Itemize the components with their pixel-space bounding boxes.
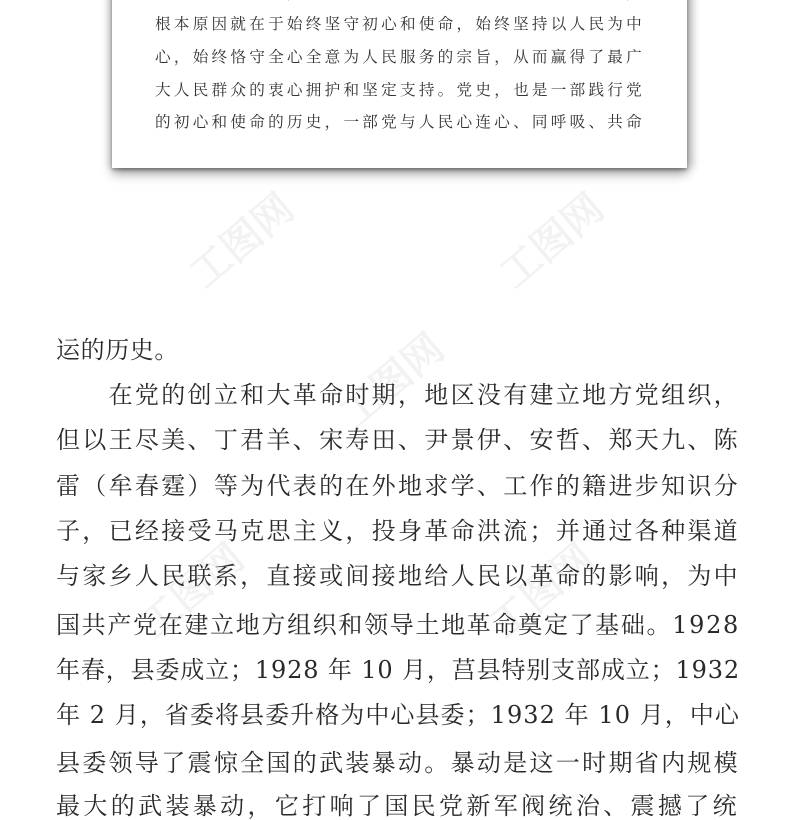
body-text-line: 在党的创立和大革命时期，地区没有建立地方党组织， (56, 381, 740, 409)
body-text-line: 子，已经接受马克思主义，投身革命洪流；并通过各种渠道 (56, 517, 740, 545)
body-text-line: 年春，县委成立；1928 年 10 月，莒县特别支部成立；1932 (56, 656, 740, 684)
body-text-line: 国共产党在建立地方组织和领导土地革命奠定了基础。1928 (56, 611, 740, 639)
card-text-line: 根本原因就在于始终坚守初心和使命，始终坚持以人民为中 (155, 15, 645, 33)
watermark: 工图网 (491, 184, 613, 298)
body-text-line: 雷（牟春霆）等为代表的在外地求学、工作的籍进步知识分 (56, 472, 740, 500)
watermark: 工图网 (481, 534, 603, 648)
body-text-line: 最大的武装暴动，它打响了国民党新军阀统治、震撼了统 (56, 792, 740, 820)
card-text-line: 的初心和使命的历史，一部党与人民心连心、同呼吸、共命 (155, 113, 645, 131)
body-text-line: 但以王尽美、丁君羊、宋寿田、尹景伊、安哲、郑天九、陈 (56, 426, 740, 454)
body-text-line: 与家乡人民联系，直接或间接地给人民以革命的影响，为中 (56, 562, 740, 590)
watermark: 工图网 (131, 534, 253, 648)
body-text-line: 运的历史。 (56, 336, 179, 364)
excerpt-card (112, 0, 687, 168)
card-text-line: 大人民群众的衷心拥护和坚定支持。党史，也是一部践行党 (155, 81, 645, 99)
card-text-line: 心，始终恪守全心全意为人民服务的宗旨，从而赢得了最广 (155, 48, 645, 66)
body-text-line: 县委领导了震惊全国的武装暴动。暴动是这一时期省内规模 (56, 749, 740, 777)
card-text-line (155, 0, 645, 1)
watermark: 工图网 (331, 324, 453, 438)
watermark: 工图网 (181, 184, 303, 298)
body-text-line: 年 2 月，省委将县委升格为中心县委；1932 年 10 月，中心 (56, 701, 740, 729)
